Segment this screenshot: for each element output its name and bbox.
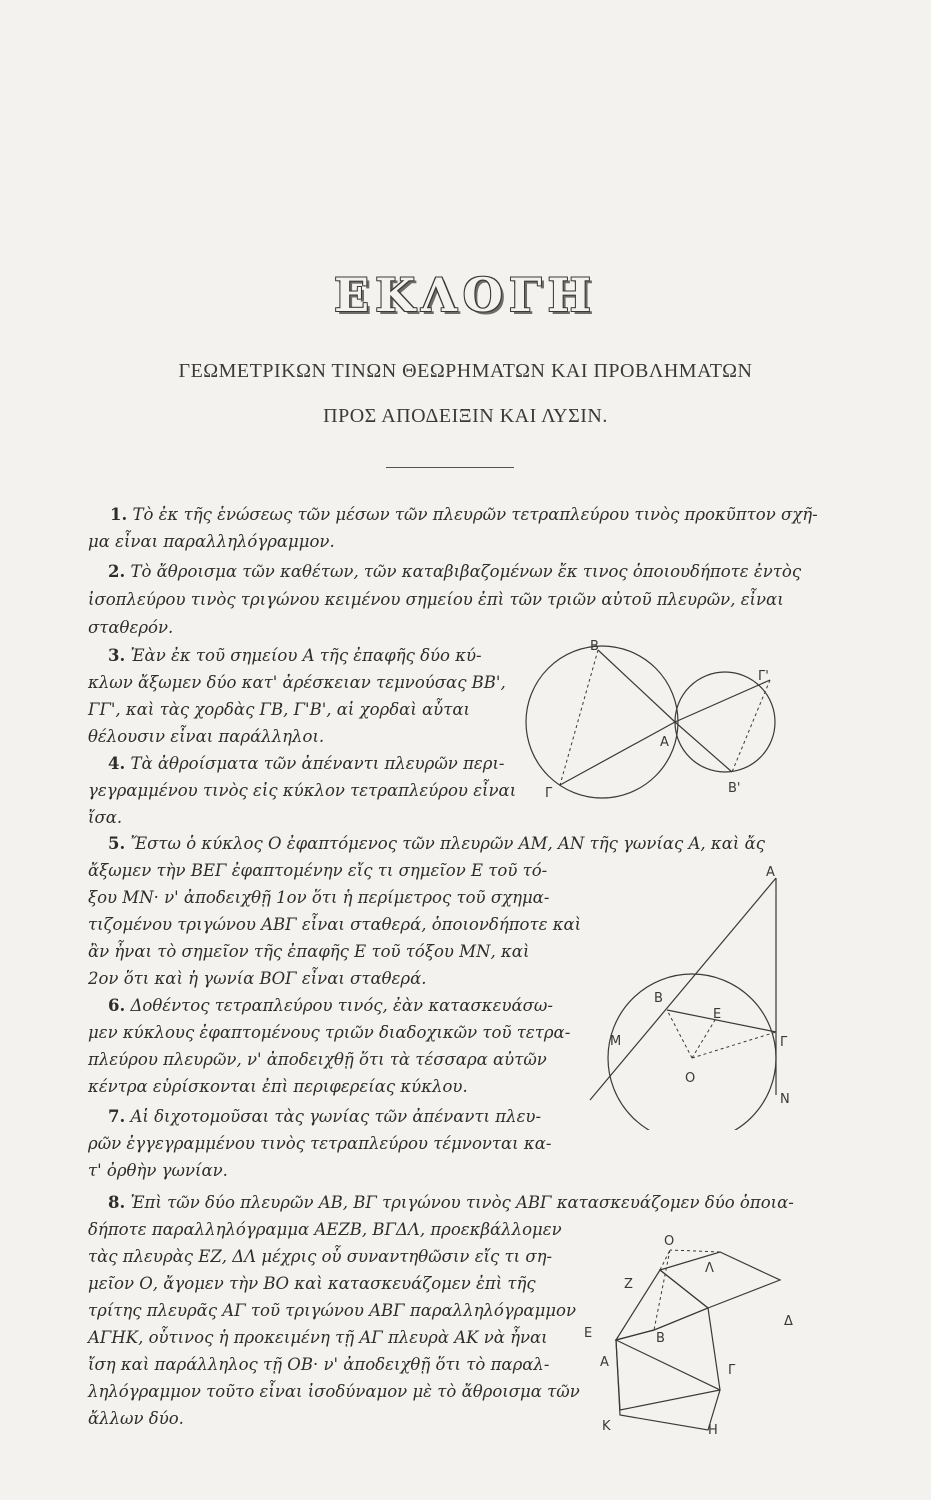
problem-8-line-8: ληλόγραμμον τοῦτο εἶναι ἰσοδύναμον μὲ τὸ ἄθροισμα τῶν [88,1382,580,1401]
fig8-line-dl-extended [670,1250,720,1252]
problem-2-line-2: ἰσοπλεύρου τινὸς τριγώνου κειμένου σημείου ἐπὶ τῶν τριῶν αὐτοῦ πλευρῶν, εἶναι [88,590,784,609]
problem-3-line-2: κλων ἄξωμεν δύο κατ' ἀρέσκειαν τεμνούσας ΒΒ', [88,673,506,692]
fig3-line-a-b1 [675,722,732,772]
title-divider [386,467,514,468]
fig8-parallelogram-agkh [616,1340,720,1430]
fig5-label-a: Α [766,865,775,880]
problem-4-line-1: 4. Τὰ ἀθροίσματα τῶν ἀπέναντι πλευρῶν περι- [108,754,505,773]
fig5-label-b: Β [654,991,663,1006]
fig8-label-g: Γ [728,1363,736,1378]
fig5-line-am [590,878,776,1100]
figure-8-parallelograms [580,1230,810,1445]
subtitle-line-2: ΠΡΟΣ ΑΠΟΔΕΙΞΙΝ ΚΑΙ ΛΥΣΙΝ. [323,405,608,427]
fig8-line-bo [654,1250,670,1330]
problem-5-line-5: ἂν ἦναι τὸ σημεῖον τῆς ἐπαφῆς Ε τοῦ τόξου ΜΝ, καὶ [88,942,530,961]
problem-5-line-1: 5. Ἔστω ὁ κύκλος Ο ἐφαπτόμενος τῶν πλευρῶν ΑΜ, ΑΝ τῆς γωνίας Α, καὶ ἄς [108,834,765,853]
problem-8-line-7: ἴση καὶ παράλληλος τῇ ΟΒ· ν' ἀποδειχθῇ ὅτι τὸ παραλ- [88,1355,550,1374]
fig5-line-og [692,1032,776,1058]
fig3-label-g: Γ [545,786,553,801]
problem-3-line-3: ΓΓ', καὶ τὰς χορδὰς ΓΒ, Γ'Β', αἱ χορδαὶ αὗται [88,700,470,719]
fig3-chord-g-b [560,650,598,785]
fig3-label-b1: Β' [728,781,741,796]
fig8-triangle-abg [616,1308,720,1410]
problem-7-line-1: 7. Αἱ διχοτομοῦσαι τὰς γωνίας τῶν ἀπέναντι πλευ- [108,1107,542,1126]
problem-7-line-3: τ' ὀρθὴν γωνίαν. [88,1161,228,1180]
figure-5-angle-circle [580,860,800,1130]
fig5-label-o: Ο [685,1071,696,1086]
fig8-label-l: Λ [705,1261,714,1276]
page-title: ΕΚΛΟΓΗ [334,268,597,322]
fig5-circle-o [608,974,776,1130]
problem-8-line-5: τρίτης πλευρᾶς ΑΓ τοῦ τριγώνου ΑΒΓ παραλληλόγραμμον [88,1301,576,1320]
fig8-label-o: Ο [664,1234,675,1249]
problem-4-line-3: ἴσα. [88,808,123,827]
fig8-label-z: Ζ [624,1277,633,1292]
problem-8-line-9: ἄλλων δύο. [88,1409,184,1428]
fig8-label-h: Η [708,1423,718,1438]
fig3-small-circle [675,672,775,772]
fig5-label-m: Μ [610,1034,622,1049]
fig5-label-e: Ε [713,1007,722,1022]
problem-4-line-2: γεγραμμένου τινὸς εἰς κύκλον τετραπλεύρου εἶναι [88,781,517,800]
problem-8-line-4: μεῖον Ο, ἄγομεν τὴν ΒΟ καὶ κατασκευάζομεν ἐπὶ τῆς [88,1274,536,1293]
problem-3-line-4: θέλουσιν εἶναι παράλληλοι. [88,727,325,746]
fig8-label-k: Κ [602,1419,611,1434]
fig3-label-a: Α [660,735,669,750]
problem-1-line-2: μα εἶναι παραλληλόγραμμον. [88,532,335,551]
problem-7-line-2: ρῶν ἐγγεγραμμένου τινὸς τετραπλεύρου τέμνονται κα- [88,1134,552,1153]
problem-5-line-6: 2ον ὅτι καὶ ἡ γωνία ΒΟΓ εἶναι σταθερά. [88,969,427,988]
fig5-label-n: Ν [780,1092,790,1107]
problem-2-line-1: 2. Τὸ ἄθροισμα τῶν καθέτων, τῶν καταβιβαζομένων ἔκ τινος ὁποιουδήποτε ἐντὸς [108,562,802,581]
fig3-large-circle [526,646,678,798]
subtitle-line-1: ΓΕΩΜΕΤΡΙΚΩΝ ΤΙΝΩΝ ΘΕΩΡΗΜΑΤΩΝ ΚΑΙ ΠΡΟΒΛΗΜΑΤΩΝ [178,360,753,382]
fig8-label-d: Δ [784,1314,793,1329]
problem-6-line-4: κέντρα εὑρίσκονται ἐπὶ περιφερείας κύκλου. [88,1077,468,1096]
figure-3-tangent-circles [520,640,790,805]
problem-6-line-1: 6. Δοθέντος τετραπλεύρου τινός, ἐὰν κατασκευάσω- [108,996,553,1015]
fig8-parallelogram-bgdl [660,1252,780,1308]
fig3-label-g1: Γ' [758,669,769,684]
problem-5-line-3: ξου ΜΝ· ν' ἀποδειχθῇ 1ον ὅτι ἡ περίμετρος τοῦ σχημα- [88,888,550,907]
problem-8-line-2: δήποτε παραλληλόγραμμα ΑΕΖΒ, ΒΓΔΛ, προεκβάλλομεν [88,1220,562,1239]
fig3-label-b: Β [590,640,599,654]
problem-3-line-1: 3. Ἐὰν ἐκ τοῦ σημείου Α τῆς ἐπαφῆς δύο κύ- [108,646,482,665]
fig5-label-g: Γ [780,1035,788,1050]
fig3-chord-b-a [598,650,675,722]
fig8-label-a: Α [600,1355,609,1370]
problem-5-line-4: τιζομένου τριγώνου ΑΒΓ εἶναι σταθερά, ὁποιονδήποτε καὶ [88,915,582,934]
problem-1-line-1: 1. Τὸ ἐκ τῆς ἑνώσεως τῶν μέσων τῶν πλευρῶν τετραπλεύρου τινὸς προκῦπτον σχῆ- [110,505,818,524]
problem-2-line-3: σταθερόν. [88,618,174,637]
fig5-line-ob [667,1010,692,1058]
fig8-label-b: Β [656,1331,665,1346]
problem-6-line-3: πλεύρου πλευρῶν, ν' ἀποδειχθῇ ὅτι τὰ τέσσαρα αὐτῶν [88,1050,547,1069]
fig8-label-e: Ε [584,1326,593,1341]
fig5-tangent-beg [667,1010,776,1032]
problem-5-line-2: ἄξωμεν τὴν ΒΕΓ ἐφαπτομένην εἴς τι σημεῖον Ε τοῦ τό- [88,861,548,880]
problem-6-line-2: μεν κύκλους ἐφαπτομένους τριῶν διαδοχικῶν τοῦ τετρα- [88,1023,571,1042]
problem-8-line-6: ΑΓΗΚ, οὗτινος ἡ προκειμένη τῇ ΑΓ πλευρὰ ΑΚ νὰ ἦναι [88,1328,548,1347]
fig3-line-g-a [560,722,675,785]
problem-8-line-1: 8. Ἐπὶ τῶν δύο πλευρῶν ΑΒ, ΒΓ τριγώνου τινὸς ΑΒΓ κατασκευάζομεν δύο ὁποια- [108,1193,794,1212]
problem-8-line-3: τὰς πλευρὰς ΕΖ, ΔΛ μέχρις οὗ συναντηθῶσιν εἴς τι ση- [88,1247,553,1266]
